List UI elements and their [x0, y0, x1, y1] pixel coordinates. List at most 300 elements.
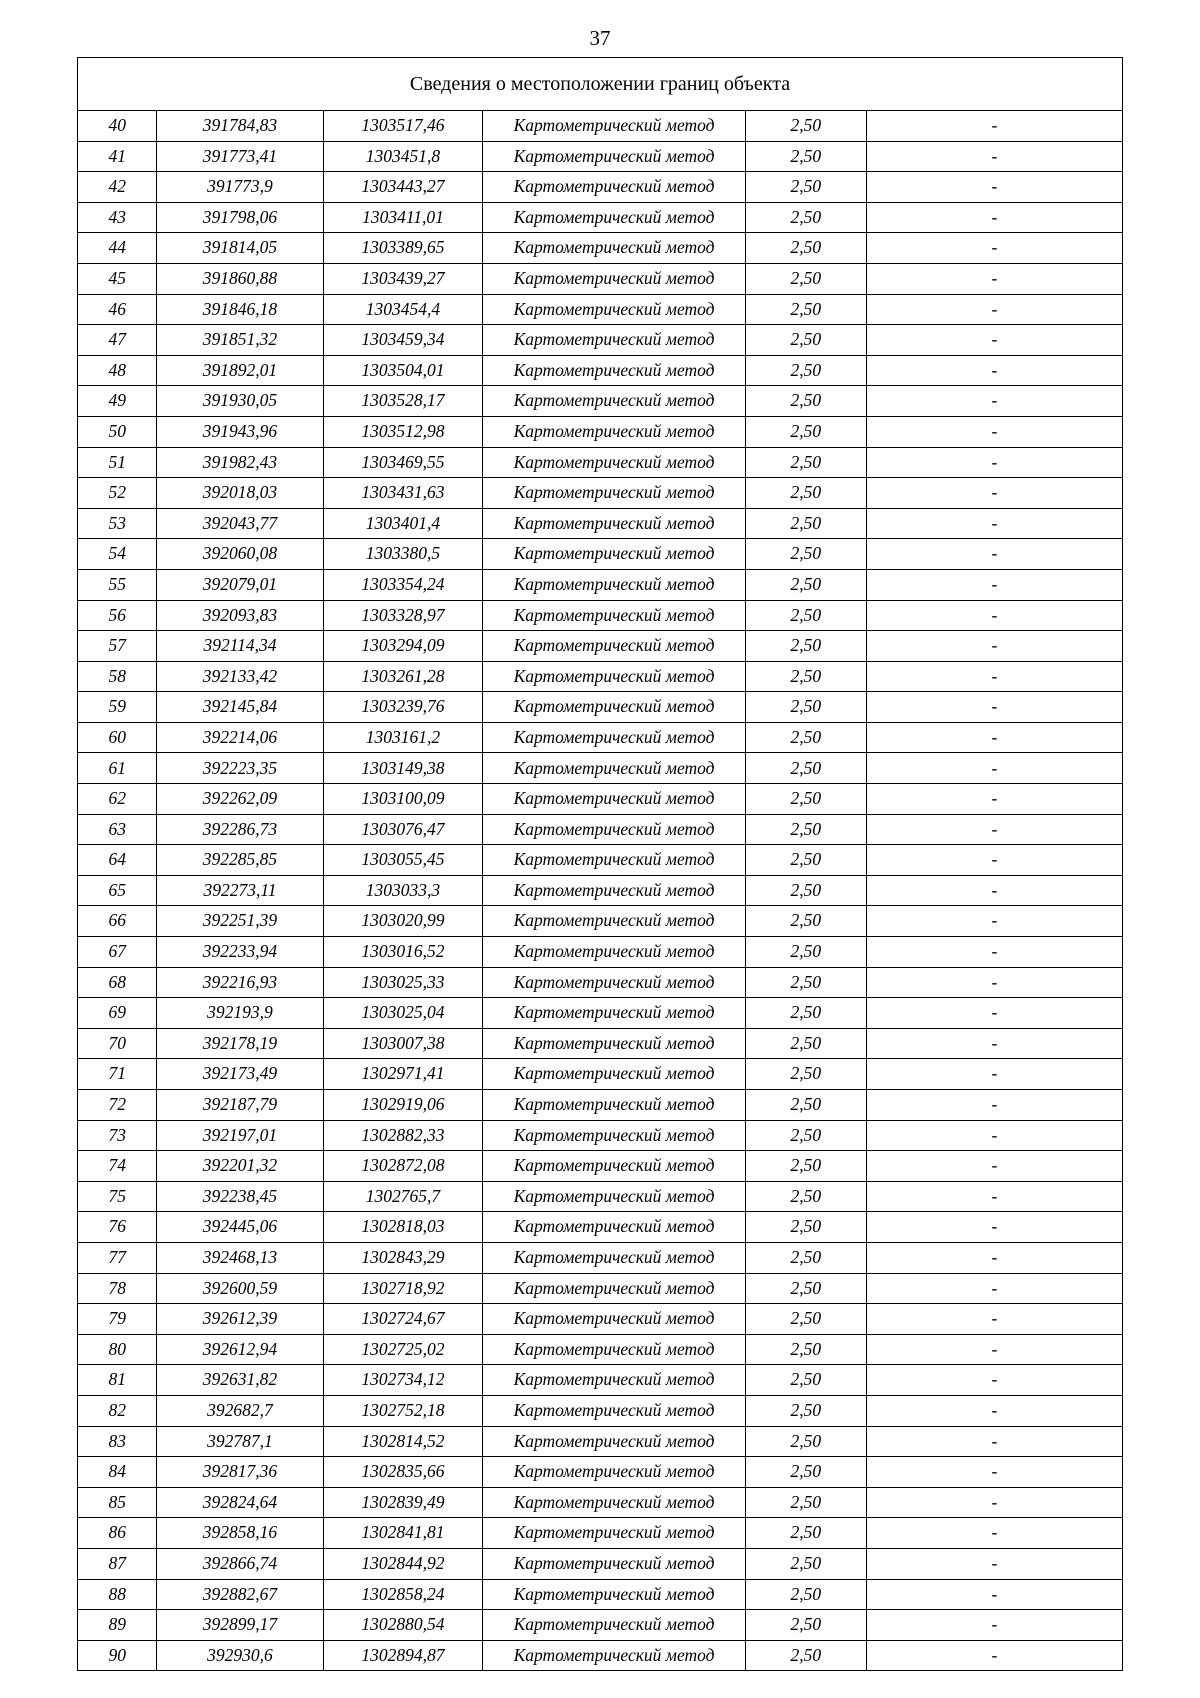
cell-coordinate-y: 1302858,24	[323, 1579, 483, 1610]
table-row	[78, 1610, 1123, 1641]
cell-accuracy: 2,50	[745, 875, 866, 906]
cell-accuracy: 2,50	[745, 937, 866, 968]
table-title: Сведения о местоположении границ объекта	[78, 58, 1123, 111]
cell-method: Картометрический метод	[483, 325, 745, 356]
cell-point-number: 66	[78, 906, 157, 937]
cell-coordinate-y: 1303354,24	[323, 569, 483, 600]
cell-note: -	[866, 998, 1122, 1029]
cell-coordinate-y: 1302843,29	[323, 1242, 483, 1273]
cell-point-number: 62	[78, 784, 157, 815]
cell-method: Картометрический метод	[483, 294, 745, 325]
cell-method: Картометрический метод	[483, 845, 745, 876]
cell-coordinate-y: 1303517,46	[323, 111, 483, 142]
table-row	[78, 1028, 1123, 1059]
cell-coordinate-x: 392223,35	[157, 753, 323, 784]
cell-method: Картометрический метод	[483, 1610, 745, 1641]
cell-accuracy: 2,50	[745, 722, 866, 753]
cell-accuracy: 2,50	[745, 631, 866, 662]
cell-note: -	[866, 1059, 1122, 1090]
cell-point-number: 48	[78, 355, 157, 386]
cell-note: -	[866, 1426, 1122, 1457]
cell-accuracy: 2,50	[745, 416, 866, 447]
cell-coordinate-y: 1303025,33	[323, 967, 483, 998]
cell-coordinate-y: 1302752,18	[323, 1395, 483, 1426]
table-row	[78, 1304, 1123, 1335]
table-row	[78, 1426, 1123, 1457]
cell-accuracy: 2,50	[745, 1273, 866, 1304]
cell-coordinate-x: 392817,36	[157, 1457, 323, 1488]
cell-point-number: 70	[78, 1028, 157, 1059]
cell-accuracy: 2,50	[745, 1212, 866, 1243]
cell-method: Картометрический метод	[483, 1212, 745, 1243]
cell-method: Картометрический метод	[483, 600, 745, 631]
table-row	[78, 875, 1123, 906]
cell-coordinate-x: 391930,05	[157, 386, 323, 417]
cell-coordinate-x: 391773,41	[157, 141, 323, 172]
cell-accuracy: 2,50	[745, 141, 866, 172]
table-row	[78, 1242, 1123, 1273]
cell-coordinate-x: 392882,67	[157, 1579, 323, 1610]
cell-coordinate-x: 391892,01	[157, 355, 323, 386]
page-number: 37	[589, 26, 611, 50]
cell-method: Картометрический метод	[483, 447, 745, 478]
cell-coordinate-x: 391851,32	[157, 325, 323, 356]
cell-note: -	[866, 1365, 1122, 1396]
cell-coordinate-y: 1303528,17	[323, 386, 483, 417]
cell-coordinate-x: 391982,43	[157, 447, 323, 478]
table-row	[78, 1181, 1123, 1212]
cell-note: -	[866, 722, 1122, 753]
cell-coordinate-y: 1302880,54	[323, 1610, 483, 1641]
cell-method: Картометрический метод	[483, 1640, 745, 1671]
cell-note: -	[866, 1304, 1122, 1335]
cell-accuracy: 2,50	[745, 692, 866, 723]
cell-note: -	[866, 508, 1122, 539]
cell-point-number: 72	[78, 1090, 157, 1121]
table-row	[78, 937, 1123, 968]
table-row	[78, 539, 1123, 570]
table-row	[78, 906, 1123, 937]
cell-coordinate-x: 392145,84	[157, 692, 323, 723]
cell-coordinate-y: 1303016,52	[323, 937, 483, 968]
cell-coordinate-y: 1303007,38	[323, 1028, 483, 1059]
cell-point-number: 76	[78, 1212, 157, 1243]
cell-method: Картометрический метод	[483, 1548, 745, 1579]
cell-method: Картометрический метод	[483, 784, 745, 815]
cell-note: -	[866, 1610, 1122, 1641]
table-row	[78, 294, 1123, 325]
cell-note: -	[866, 1457, 1122, 1488]
cell-method: Картометрический метод	[483, 233, 745, 264]
cell-note: -	[866, 1640, 1122, 1671]
cell-coordinate-x: 392824,64	[157, 1487, 323, 1518]
cell-coordinate-x: 392285,85	[157, 845, 323, 876]
table-row	[78, 355, 1123, 386]
cell-coordinate-x: 392273,11	[157, 875, 323, 906]
cell-accuracy: 2,50	[745, 447, 866, 478]
cell-coordinate-x: 392631,82	[157, 1365, 323, 1396]
cell-note: -	[866, 416, 1122, 447]
cell-point-number: 45	[78, 263, 157, 294]
cell-method: Картометрический метод	[483, 692, 745, 723]
cell-note: -	[866, 539, 1122, 570]
cell-note: -	[866, 600, 1122, 631]
cell-method: Картометрический метод	[483, 355, 745, 386]
cell-method: Картометрический метод	[483, 416, 745, 447]
cell-method: Картометрический метод	[483, 631, 745, 662]
cell-point-number: 75	[78, 1181, 157, 1212]
table-row	[78, 814, 1123, 845]
cell-coordinate-y: 1302835,66	[323, 1457, 483, 1488]
cell-coordinate-x: 392133,42	[157, 661, 323, 692]
cell-method: Картометрический метод	[483, 1181, 745, 1212]
cell-coordinate-y: 1302882,33	[323, 1120, 483, 1151]
cell-method: Картометрический метод	[483, 1334, 745, 1365]
cell-accuracy: 2,50	[745, 1151, 866, 1182]
cell-note: -	[866, 1334, 1122, 1365]
cell-accuracy: 2,50	[745, 325, 866, 356]
cell-accuracy: 2,50	[745, 1059, 866, 1090]
cell-point-number: 85	[78, 1487, 157, 1518]
cell-accuracy: 2,50	[745, 1365, 866, 1396]
cell-point-number: 77	[78, 1242, 157, 1273]
cell-accuracy: 2,50	[745, 1304, 866, 1335]
cell-point-number: 57	[78, 631, 157, 662]
cell-coordinate-x: 391943,96	[157, 416, 323, 447]
cell-accuracy: 2,50	[745, 1120, 866, 1151]
cell-accuracy: 2,50	[745, 386, 866, 417]
cell-point-number: 53	[78, 508, 157, 539]
cell-point-number: 41	[78, 141, 157, 172]
table-row	[78, 1365, 1123, 1396]
table-row	[78, 631, 1123, 662]
cell-note: -	[866, 661, 1122, 692]
cell-note: -	[866, 386, 1122, 417]
cell-point-number: 89	[78, 1610, 157, 1641]
cell-note: -	[866, 631, 1122, 662]
cell-note: -	[866, 233, 1122, 264]
cell-point-number: 78	[78, 1273, 157, 1304]
cell-point-number: 79	[78, 1304, 157, 1335]
cell-note: -	[866, 1028, 1122, 1059]
cell-method: Картометрический метод	[483, 814, 745, 845]
cell-coordinate-x: 392201,32	[157, 1151, 323, 1182]
cell-accuracy: 2,50	[745, 1610, 866, 1641]
table-row	[78, 722, 1123, 753]
cell-note: -	[866, 1487, 1122, 1518]
cell-coordinate-y: 1303239,76	[323, 692, 483, 723]
cell-point-number: 74	[78, 1151, 157, 1182]
cell-coordinate-y: 1303451,8	[323, 141, 483, 172]
cell-coordinate-x: 392043,77	[157, 508, 323, 539]
cell-point-number: 44	[78, 233, 157, 264]
cell-note: -	[866, 1242, 1122, 1273]
cell-point-number: 90	[78, 1640, 157, 1671]
cell-coordinate-x: 392178,19	[157, 1028, 323, 1059]
cell-note: -	[866, 447, 1122, 478]
cell-coordinate-x: 392468,13	[157, 1242, 323, 1273]
table-row	[78, 1090, 1123, 1121]
cell-point-number: 73	[78, 1120, 157, 1151]
coordinates-table-wrapper	[77, 57, 1123, 1671]
cell-accuracy: 2,50	[745, 1640, 866, 1671]
cell-method: Картометрический метод	[483, 1090, 745, 1121]
cell-method: Картометрический метод	[483, 263, 745, 294]
cell-accuracy: 2,50	[745, 753, 866, 784]
table-row	[78, 1334, 1123, 1365]
cell-coordinate-y: 1303504,01	[323, 355, 483, 386]
cell-note: -	[866, 1212, 1122, 1243]
cell-method: Картометрический метод	[483, 967, 745, 998]
cell-coordinate-y: 1303055,45	[323, 845, 483, 876]
cell-coordinate-y: 1302894,87	[323, 1640, 483, 1671]
cell-accuracy: 2,50	[745, 1518, 866, 1549]
table-row	[78, 967, 1123, 998]
cell-coordinate-y: 1302839,49	[323, 1487, 483, 1518]
cell-accuracy: 2,50	[745, 1426, 866, 1457]
cell-point-number: 52	[78, 478, 157, 509]
cell-method: Картометрический метод	[483, 1242, 745, 1273]
cell-note: -	[866, 111, 1122, 142]
cell-coordinate-x: 392233,94	[157, 937, 323, 968]
cell-note: -	[866, 1518, 1122, 1549]
table-row	[78, 998, 1123, 1029]
cell-note: -	[866, 937, 1122, 968]
cell-coordinate-y: 1302725,02	[323, 1334, 483, 1365]
table-row	[78, 600, 1123, 631]
cell-accuracy: 2,50	[745, 906, 866, 937]
cell-coordinate-x: 392187,79	[157, 1090, 323, 1121]
table-row	[78, 661, 1123, 692]
cell-point-number: 68	[78, 967, 157, 998]
cell-accuracy: 2,50	[745, 355, 866, 386]
table-row	[78, 416, 1123, 447]
cell-method: Картометрический метод	[483, 1273, 745, 1304]
cell-accuracy: 2,50	[745, 845, 866, 876]
cell-note: -	[866, 753, 1122, 784]
cell-coordinate-y: 1302814,52	[323, 1426, 483, 1457]
cell-point-number: 49	[78, 386, 157, 417]
cell-method: Картометрический метод	[483, 661, 745, 692]
cell-point-number: 47	[78, 325, 157, 356]
cell-coordinate-y: 1303261,28	[323, 661, 483, 692]
cell-note: -	[866, 692, 1122, 723]
cell-accuracy: 2,50	[745, 1395, 866, 1426]
cell-method: Картометрический метод	[483, 478, 745, 509]
cell-point-number: 40	[78, 111, 157, 142]
table-row	[78, 1579, 1123, 1610]
cell-accuracy: 2,50	[745, 202, 866, 233]
table-row	[78, 141, 1123, 172]
cell-note: -	[866, 1548, 1122, 1579]
cell-coordinate-x: 392216,93	[157, 967, 323, 998]
cell-method: Картометрический метод	[483, 906, 745, 937]
table-row	[78, 447, 1123, 478]
cell-coordinate-y: 1303161,2	[323, 722, 483, 753]
cell-coordinate-y: 1303454,4	[323, 294, 483, 325]
cell-coordinate-y: 1303439,27	[323, 263, 483, 294]
cell-note: -	[866, 1090, 1122, 1121]
cell-coordinate-x: 392093,83	[157, 600, 323, 631]
cell-coordinate-x: 392930,6	[157, 1640, 323, 1671]
cell-method: Картометрический метод	[483, 1487, 745, 1518]
cell-accuracy: 2,50	[745, 600, 866, 631]
cell-note: -	[866, 967, 1122, 998]
cell-note: -	[866, 1151, 1122, 1182]
cell-point-number: 63	[78, 814, 157, 845]
coordinates-table	[77, 57, 1123, 1671]
cell-method: Картометрический метод	[483, 1457, 745, 1488]
table-row	[78, 1395, 1123, 1426]
cell-accuracy: 2,50	[745, 661, 866, 692]
table-row	[78, 1059, 1123, 1090]
cell-coordinate-y: 1302734,12	[323, 1365, 483, 1396]
table-row	[78, 325, 1123, 356]
cell-coordinate-y: 1303020,99	[323, 906, 483, 937]
cell-note: -	[866, 202, 1122, 233]
table-row	[78, 1212, 1123, 1243]
table-row	[78, 386, 1123, 417]
cell-coordinate-y: 1303469,55	[323, 447, 483, 478]
table-row	[78, 233, 1123, 264]
cell-point-number: 51	[78, 447, 157, 478]
table-row	[78, 1273, 1123, 1304]
cell-note: -	[866, 325, 1122, 356]
cell-coordinate-x: 392286,73	[157, 814, 323, 845]
cell-coordinate-x: 392193,9	[157, 998, 323, 1029]
cell-accuracy: 2,50	[745, 1579, 866, 1610]
cell-coordinate-y: 1303033,3	[323, 875, 483, 906]
cell-point-number: 83	[78, 1426, 157, 1457]
table-row	[78, 569, 1123, 600]
cell-accuracy: 2,50	[745, 478, 866, 509]
cell-method: Картометрический метод	[483, 386, 745, 417]
cell-point-number: 86	[78, 1518, 157, 1549]
cell-method: Картометрический метод	[483, 539, 745, 570]
table-row	[78, 784, 1123, 815]
cell-method: Картометрический метод	[483, 508, 745, 539]
cell-coordinate-x: 392214,06	[157, 722, 323, 753]
cell-coordinate-y: 1303411,01	[323, 202, 483, 233]
cell-coordinate-y: 1303443,27	[323, 172, 483, 203]
cell-coordinate-y: 1303149,38	[323, 753, 483, 784]
table-body	[78, 111, 1123, 1671]
table-row	[78, 1548, 1123, 1579]
table-row	[78, 1457, 1123, 1488]
cell-coordinate-x: 392858,16	[157, 1518, 323, 1549]
cell-coordinate-x: 392197,01	[157, 1120, 323, 1151]
table-row	[78, 202, 1123, 233]
cell-method: Картометрический метод	[483, 111, 745, 142]
cell-coordinate-y: 1302919,06	[323, 1090, 483, 1121]
cell-method: Картометрический метод	[483, 172, 745, 203]
cell-method: Картометрический метод	[483, 1579, 745, 1610]
cell-accuracy: 2,50	[745, 508, 866, 539]
cell-method: Картометрический метод	[483, 937, 745, 968]
cell-coordinate-x: 392079,01	[157, 569, 323, 600]
cell-accuracy: 2,50	[745, 1242, 866, 1273]
cell-point-number: 46	[78, 294, 157, 325]
cell-method: Картометрический метод	[483, 1395, 745, 1426]
cell-accuracy: 2,50	[745, 1090, 866, 1121]
cell-note: -	[866, 263, 1122, 294]
cell-point-number: 56	[78, 600, 157, 631]
cell-coordinate-y: 1303401,4	[323, 508, 483, 539]
cell-accuracy: 2,50	[745, 1548, 866, 1579]
cell-coordinate-y: 1302971,41	[323, 1059, 483, 1090]
cell-coordinate-x: 392060,08	[157, 539, 323, 570]
cell-point-number: 88	[78, 1579, 157, 1610]
cell-accuracy: 2,50	[745, 111, 866, 142]
cell-coordinate-y: 1302841,81	[323, 1518, 483, 1549]
cell-coordinate-x: 392251,39	[157, 906, 323, 937]
cell-note: -	[866, 814, 1122, 845]
cell-accuracy: 2,50	[745, 1334, 866, 1365]
table-row	[78, 172, 1123, 203]
cell-coordinate-x: 392445,06	[157, 1212, 323, 1243]
cell-method: Картометрический метод	[483, 141, 745, 172]
cell-method: Картометрический метод	[483, 202, 745, 233]
table-row	[78, 263, 1123, 294]
cell-coordinate-x: 391860,88	[157, 263, 323, 294]
cell-point-number: 54	[78, 539, 157, 570]
cell-point-number: 61	[78, 753, 157, 784]
cell-point-number: 58	[78, 661, 157, 692]
cell-note: -	[866, 1273, 1122, 1304]
cell-coordinate-y: 1302844,92	[323, 1548, 483, 1579]
cell-coordinate-x: 392018,03	[157, 478, 323, 509]
cell-coordinate-x: 392787,1	[157, 1426, 323, 1457]
cell-coordinate-y: 1303294,09	[323, 631, 483, 662]
cell-coordinate-x: 392866,74	[157, 1548, 323, 1579]
cell-point-number: 60	[78, 722, 157, 753]
cell-method: Картометрический метод	[483, 1028, 745, 1059]
cell-coordinate-y: 1302765,7	[323, 1181, 483, 1212]
cell-coordinate-y: 1303328,97	[323, 600, 483, 631]
cell-accuracy: 2,50	[745, 1457, 866, 1488]
cell-coordinate-y: 1303431,63	[323, 478, 483, 509]
table-row	[78, 753, 1123, 784]
cell-note: -	[866, 478, 1122, 509]
cell-coordinate-x: 391846,18	[157, 294, 323, 325]
cell-coordinate-y: 1302718,92	[323, 1273, 483, 1304]
cell-accuracy: 2,50	[745, 814, 866, 845]
table-header	[78, 58, 1123, 111]
cell-note: -	[866, 845, 1122, 876]
cell-accuracy: 2,50	[745, 998, 866, 1029]
cell-coordinate-y: 1303389,65	[323, 233, 483, 264]
cell-accuracy: 2,50	[745, 539, 866, 570]
cell-note: -	[866, 1579, 1122, 1610]
cell-point-number: 42	[78, 172, 157, 203]
cell-point-number: 59	[78, 692, 157, 723]
cell-method: Картометрический метод	[483, 1120, 745, 1151]
cell-method: Картометрический метод	[483, 1304, 745, 1335]
cell-method: Картометрический метод	[483, 1059, 745, 1090]
table-row	[78, 845, 1123, 876]
cell-note: -	[866, 569, 1122, 600]
cell-coordinate-x: 392238,45	[157, 1181, 323, 1212]
cell-method: Картометрический метод	[483, 1151, 745, 1182]
cell-coordinate-x: 392612,39	[157, 1304, 323, 1335]
cell-coordinate-y: 1303100,09	[323, 784, 483, 815]
cell-point-number: 82	[78, 1395, 157, 1426]
cell-point-number: 71	[78, 1059, 157, 1090]
cell-method: Картометрический метод	[483, 875, 745, 906]
cell-coordinate-x: 391814,05	[157, 233, 323, 264]
cell-coordinate-x: 392682,7	[157, 1395, 323, 1426]
cell-method: Картометрический метод	[483, 1426, 745, 1457]
